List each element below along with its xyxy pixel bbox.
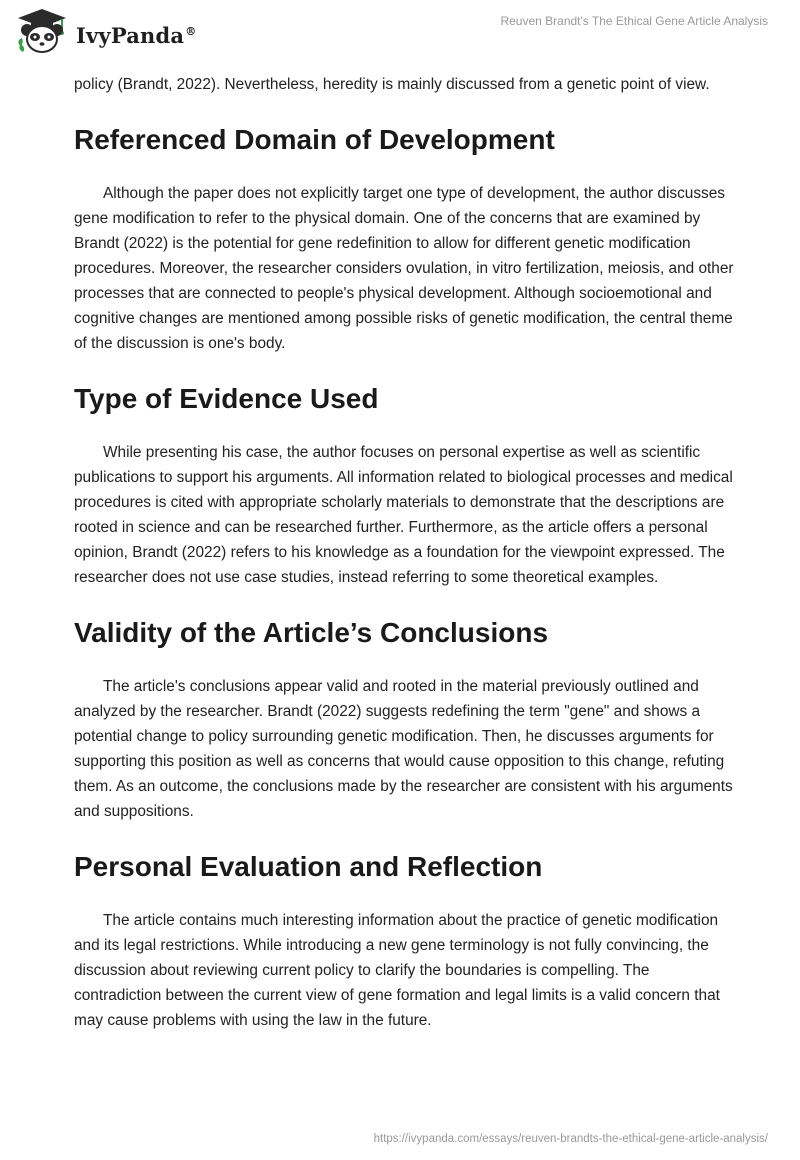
- paragraph-referenced-domain: Although the paper does not explicitly target one type of development, the author discusses gene modification to refer to the physical domain. One of the concerns that are examined by Brandt (2022) is the potential for gene redefinition to allow for different genetic modification procedures. Moreover, the researcher considers ovulation, in vitro fertilization, meiosis, and other processes that are connected to people's physical development. Although socioemotional and cognitive changes are mentioned among possible risks of genetic modification, the central theme of the discussion is one's body.: [74, 185, 734, 352]
- page-header: [0, 0, 800, 70]
- panda-graduate-icon: [14, 6, 70, 56]
- article-body: [74, 72, 734, 1033]
- intro-paragraph: policy (Brandt, 2022). Nevertheless, heredity is mainly discussed from a genetic point of view.: [74, 76, 710, 93]
- ivypanda-logo[interactable]: [14, 6, 196, 56]
- heading-personal-evaluation: Personal Evaluation and Reflection: [74, 851, 543, 882]
- heading-validity: Validity of the Article’s Conclusions: [74, 617, 549, 648]
- source-url-link[interactable]: https://ivypanda.com/essays/reuven-brandts-the-ethical-gene-article-analysis/: [373, 1133, 768, 1145]
- paragraph-type-of-evidence: While presenting his case, the author focuses on personal expertise as well as scientific publications to support his arguments. All information related to biological processes and medical procedures is cited with appropriate scholarly materials to demonstrate that the descriptions are rooted in science and can be researched further. Furthermore, as the article offers a personal opinion, Brandt (2022) refers to his knowledge as a foundation for the viewpoint expressed. The researcher does not use case studies, instead referring to some theoretical examples.: [74, 444, 733, 586]
- brand-name: IvyPanda®: [76, 22, 197, 48]
- paragraph-personal-evaluation: The article contains much interesting information about the practice of genetic modification and its legal restrictions. While introducing a new gene terminology is not fully convincing, the discussion about reviewing current policy to clarify the boundaries is compelling. The contradiction between the current view of gene formation and legal limits is a valid concern that may cause problems with using the law in the future.: [74, 912, 720, 1029]
- paragraph-validity: The article's conclusions appear valid and rooted in the material previously outlined and analyzed by the researcher. Brandt (2022) suggests redefining the term "gene" and shows a potential change to policy surrounding genetic modification. Then, he discusses arguments for supporting this position as well as concerns that would cause opposition to this change, refuting them. As an outcome, the conclusions made by the researcher are consistent with his arguments and suppositions.: [74, 678, 733, 820]
- heading-type-of-evidence: Type of Evidence Used: [74, 383, 379, 414]
- document-title: Reuven Brandt's The Ethical Gene Article Analysis: [500, 14, 768, 28]
- registered-mark: ®: [185, 24, 197, 38]
- heading-referenced-domain: Referenced Domain of Development: [74, 124, 555, 155]
